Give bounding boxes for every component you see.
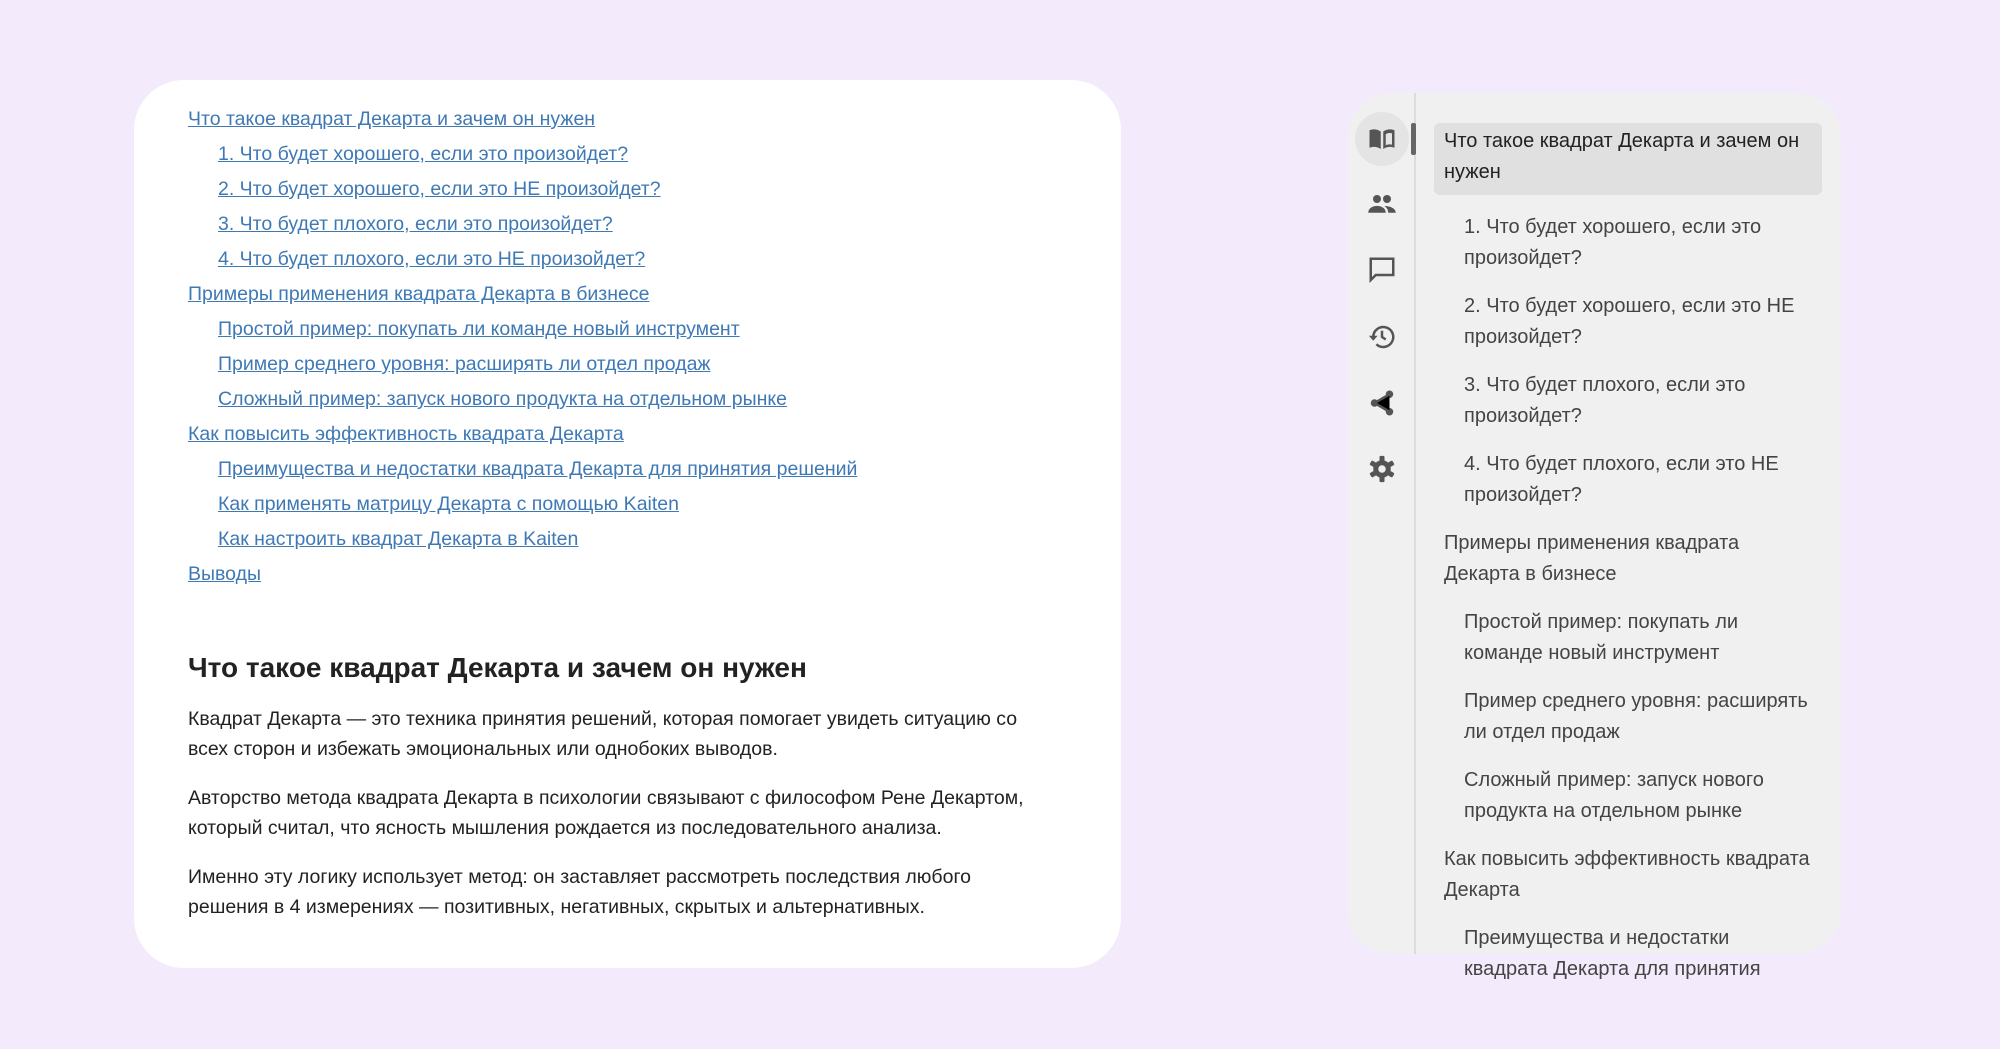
outline-item[interactable]: Как повысить эффективность квадрата Декарта — [1444, 848, 1810, 901]
outline-item[interactable]: Преимущества и недостатки квадрата Декарта для принятия — [1464, 927, 1761, 980]
article-heading: Что такое квадрат Декарта и зачем он нужен — [188, 652, 807, 683]
outline-list — [1434, 123, 1822, 1001]
active-indicator — [1411, 123, 1416, 155]
outline-item[interactable]: 2. Что будет хорошего, если это НЕ произойдет? — [1464, 295, 1795, 348]
outline-item[interactable]: 3. Что будет плохого, если это произойдет? — [1464, 374, 1746, 427]
outline-item[interactable]: Что такое квадрат Декарта и зачем он нужен — [1434, 123, 1822, 195]
share-icon[interactable] — [1362, 383, 1402, 423]
outline-panel — [1348, 93, 1841, 980]
sidebar-rail — [1348, 93, 1416, 954]
outline-item[interactable]: Примеры применения квадрата Декарта в бизнесе — [1444, 532, 1740, 585]
toc-link[interactable]: 3. Что будет плохого, если это произойдет? — [218, 213, 613, 235]
toc-link[interactable]: Как повысить эффективность квадрата Декарта — [188, 423, 624, 445]
outline-item[interactable]: Простой пример: покупать ли команде новый инструмент — [1464, 611, 1739, 664]
toc-link[interactable]: Примеры применения квадрата Декарта в бизнесе — [188, 283, 650, 305]
toc-link[interactable]: Что такое квадрат Декарта и зачем он нужен — [188, 108, 596, 130]
toc-link[interactable]: Как настроить квадрат Декарта в Kaiten — [218, 528, 579, 550]
toc-link[interactable]: Как применять матрицу Декарта с помощью Kaiten — [218, 493, 679, 515]
comment-icon[interactable] — [1362, 250, 1402, 290]
outline-item[interactable]: 4. Что будет плохого, если это НЕ произойдет? — [1464, 453, 1779, 506]
article-paragraph: Авторство метода квадрата Декарта в психологии связывают с философом Рене Декартом, который считал, что ясность мышления рождается из последовательного анализа. — [188, 787, 1024, 839]
history-icon[interactable] — [1362, 317, 1402, 357]
toc-link[interactable]: Преимущества и недостатки квадрата Декарта для принятия решений — [218, 458, 858, 480]
article-paragraph: Именно эту логику использует метод: он заставляет рассмотреть последствия любого решения в 4 измерениях — позитивных, негативных, скрытых и альтернативных. — [188, 866, 971, 918]
outline-item[interactable]: 1. Что будет хорошего, если это произойдет? — [1464, 216, 1762, 269]
book-icon[interactable] — [1355, 112, 1409, 166]
toc-link[interactable]: Сложный пример: запуск нового продукта на отдельном рынке — [218, 388, 787, 410]
toc-link[interactable]: Простой пример: покупать ли команде новый инструмент — [218, 318, 740, 340]
article-card — [134, 80, 1121, 968]
toc-link[interactable]: 2. Что будет хорошего, если это НЕ произойдет? — [218, 178, 661, 200]
outline-item[interactable]: Пример среднего уровня: расширять ли отдел продаж — [1464, 690, 1808, 743]
toc-link[interactable]: 1. Что будет хорошего, если это произойдет? — [218, 143, 629, 165]
article-paragraph: Квадрат Декарта — это техника принятия решений, которая помогает увидеть ситуацию со всех сторон и избежать эмоциональных или однобоких выводов. — [188, 708, 1018, 760]
toc-link[interactable]: Пример среднего уровня: расширять ли отдел продаж — [218, 353, 711, 375]
people-icon[interactable] — [1362, 184, 1402, 224]
table-of-contents — [188, 102, 1067, 592]
outline-item[interactable]: Сложный пример: запуск нового продукта на отдельном рынке — [1464, 769, 1764, 822]
settings-icon[interactable] — [1362, 449, 1402, 489]
toc-link[interactable]: 4. Что будет плохого, если это НЕ произойдет? — [218, 248, 646, 270]
toc-link[interactable]: Выводы — [188, 563, 261, 585]
